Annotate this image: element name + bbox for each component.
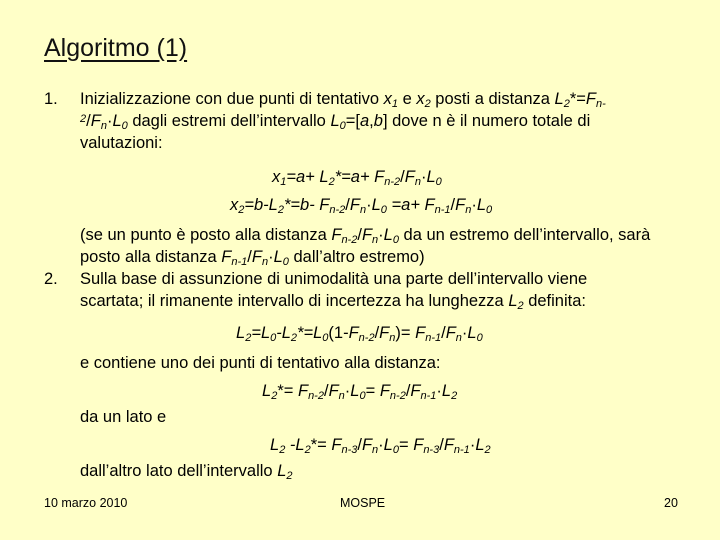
footer-page-number: 20 <box>664 496 678 510</box>
item-2-line-2: scartata; il rimanente intervallo di incertezza ha lunghezza $L_2$ definita: <box>80 292 586 312</box>
equation-x1: $x_1=a+ L_2*=a+ F_{n-2}/F_n\cdot L_0$ <box>272 168 442 188</box>
item-1-line-2: $_2/F_n\cdot L_0$ dagli estremi dell’intervallo $L_0=[a,b]$ dove n è il numero totale di <box>80 112 591 132</box>
item-2-text-3: da un lato e <box>80 408 167 426</box>
item-1-note-line-1: (se un punto è posto alla distanza $F_{n-2}/F_n\cdot L_0$ da un estremo dell’intervallo, sarà <box>80 226 651 246</box>
equation-l2-star: $L_2*= F_{n-2}/F_n\cdot L_0= F_{n-2}/F_{n-1}\cdot L_2$ <box>262 382 458 402</box>
equation-l2: $L_2=L_0-L_2*=L_0(1-F_{n-2}/F_n)= F_{n-1}/F_n\cdot L_0$ <box>236 324 483 344</box>
item-1-line-3: valutazioni: <box>80 134 163 152</box>
equation-l2-minus-l2-star: $L_2$ $-L_2*= F_{n-3}/F_n\cdot L_0= F_{n-3}/F_{n-1}\cdot L_2$ <box>270 436 491 456</box>
item-2-text-4: dall’altro lato dell’intervallo $L_2$ <box>80 462 293 482</box>
item-2-line-1: Sulla base di assunzione di unimodalità una parte dell’intervallo viene <box>80 270 588 288</box>
item-1-line-1: Inizializzazione con due punti di tentativo $x_1$ e $x_2$ posti a distanza $L_2*=F_{n-}$ <box>80 90 606 110</box>
item-2-text-2: e contiene uno dei punti di tentativo alla distanza: <box>80 354 441 372</box>
footer-center: MOSPE <box>340 496 386 510</box>
footer-date: 10 marzo 2010 <box>44 496 128 510</box>
item-1-note-line-2: posto alla distanza $F_{n-1}/F_n\cdot L_0$ dall’altro estremo) <box>80 248 425 268</box>
equation-x2: $x_2=b-L_2*=b-$ $F_{n-2}/F_n\cdot L_0 =a+ F_{n-1}/F_n\cdot L_0$ <box>230 196 493 216</box>
slide-title: Algoritmo (1) <box>44 34 188 62</box>
item-number-1: 1. <box>44 90 58 108</box>
item-number-2: 2. <box>44 270 58 288</box>
